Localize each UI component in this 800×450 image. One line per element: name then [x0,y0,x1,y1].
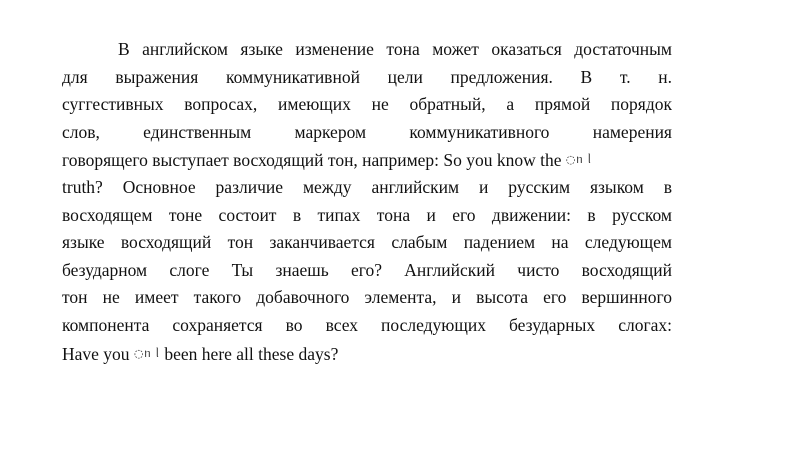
text-line-2: для выражения коммуникативной цели предложения. В т. н. [62,66,672,87]
text-line-9: безударном слоге Ты знаешь его? Английский чисто восходящий [62,259,672,280]
text-line-12 [62,340,672,368]
rising-tone-icon: ◌ᥒ ᥣ [565,153,592,167]
text-line-8: языке восходящий тон заканчивается слабым падением на следующем [62,232,672,253]
text-line-3: суггестивных вопросах, имеющих не обратный, а прямой порядок [62,94,672,115]
text-line-5-text: говорящего выступает восходящий тон, например: So you know the [62,150,562,171]
rising-tone-icon: ◌ᥒ ᥣ [133,346,161,360]
text-line-12-end: been here all these days? [164,343,339,364]
text-line-11: компонента сохраняется во всех последующих безударных слогах: [62,314,672,335]
paragraph [62,36,672,367]
text-line-5 [62,146,672,174]
text-line-10: тон не имеет такого добавочного элемента, и высота его вершинного [62,287,672,308]
text-line-4: слов, единственным маркером коммуникативного намерения [62,121,672,142]
text-line-6: truth? Основное различие между английским и русским языком в [62,176,672,197]
text-line-12-start: Have you [62,343,130,364]
text-line-7: восходящем тоне состоит в типах тона и его движении: в русском [62,204,672,225]
text-line-1: В английском языке изменение тона может оказаться достаточным [118,39,672,59]
